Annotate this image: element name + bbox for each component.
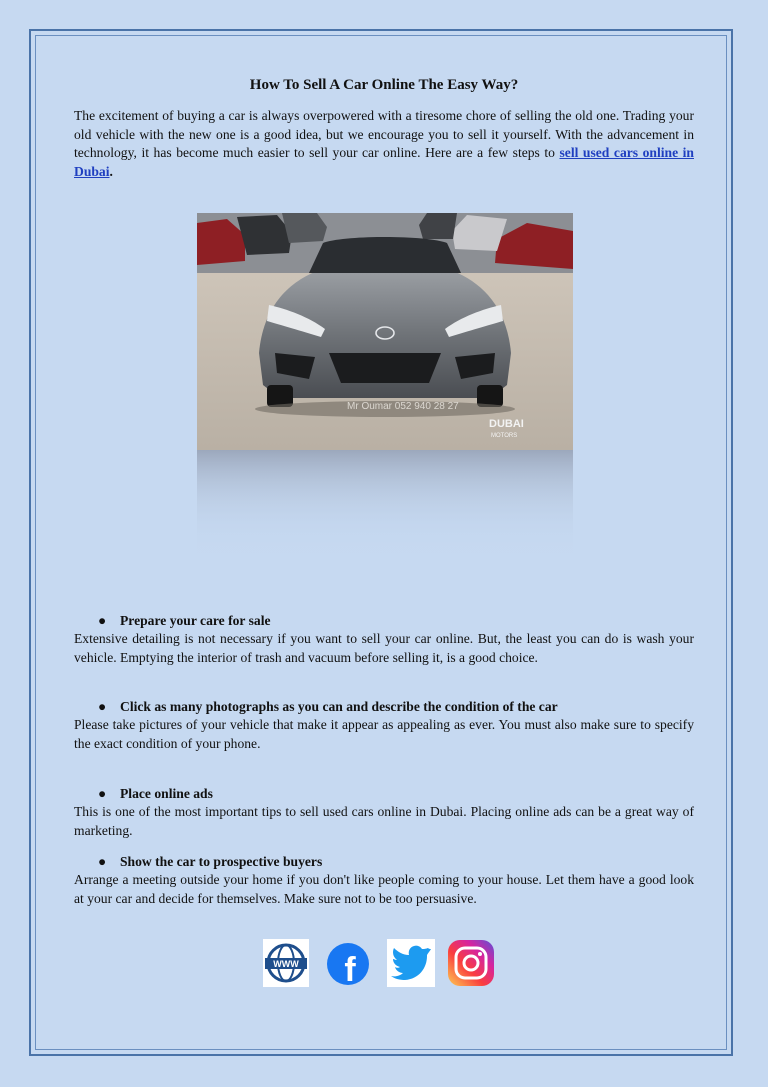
- step-photographs: [74, 698, 694, 753]
- step-show-buyers: [74, 853, 694, 908]
- bullet-icon: ●: [98, 786, 107, 801]
- step-text: Arrange a meeting outside your home if you don't like people coming to your house. Let them have a good look at your car and decide for themselves. Make sure not to be too persuasive.: [74, 872, 694, 906]
- step-heading: Show the car to prospective buyers: [120, 854, 323, 869]
- step-text: This is one of the most important tips to sell used cars online in Dubai. Placing online ads can be a great way of marketing.: [74, 804, 694, 838]
- intro-end: .: [109, 163, 113, 179]
- bullet-icon: ●: [98, 699, 107, 714]
- bullet-icon: ●: [98, 613, 107, 628]
- sell-used-cars-link[interactable]: sell used cars online in Dubai: [74, 145, 694, 179]
- www-label: WWW: [273, 959, 299, 969]
- website-icon[interactable]: [263, 939, 309, 987]
- step-text: Extensive detailing is not necessary if you want to sell your car online. But, the least you can do is wash your vehicle. Emptying the interior of trash and vacuum before selling it, is a good choice.: [74, 631, 694, 665]
- facebook-icon[interactable]: [325, 939, 371, 987]
- photo-logo-subtext: MOTORS: [491, 433, 518, 439]
- step-heading: Prepare your care for sale: [120, 613, 271, 628]
- step-online-ads: [74, 785, 694, 840]
- car-photo: [197, 213, 573, 573]
- twitter-icon[interactable]: [387, 939, 435, 987]
- intro-paragraph: [74, 107, 694, 181]
- bullet-icon: ●: [98, 854, 107, 869]
- photo-logo-text: DUBAI: [489, 418, 524, 430]
- step-heading: Click as many photographs as you can and describe the condition of the car: [120, 699, 558, 714]
- intro-text: The excitement of buying a car is always overpowered with a tiresome chore of selling the old one. Trading your old vehicle with the new one is a good idea, but we encourage you to sell it yourself. With the advancement in technology, it has become much easier to sell your car online. Here are a few steps to: [74, 108, 694, 160]
- step-text: Please take pictures of your vehicle that make it appear as appealing as ever. You must also make sure to specify the exact condition of your phone.: [74, 717, 694, 751]
- photo-watermark: Mr Oumar 052 940 28 27: [347, 401, 459, 412]
- instagram-icon[interactable]: [447, 939, 495, 987]
- page-title: How To Sell A Car Online The Easy Way?: [249, 77, 519, 93]
- step-prepare: [74, 612, 694, 667]
- step-heading: Place online ads: [120, 786, 213, 801]
- facebook-letter: f: [344, 951, 356, 987]
